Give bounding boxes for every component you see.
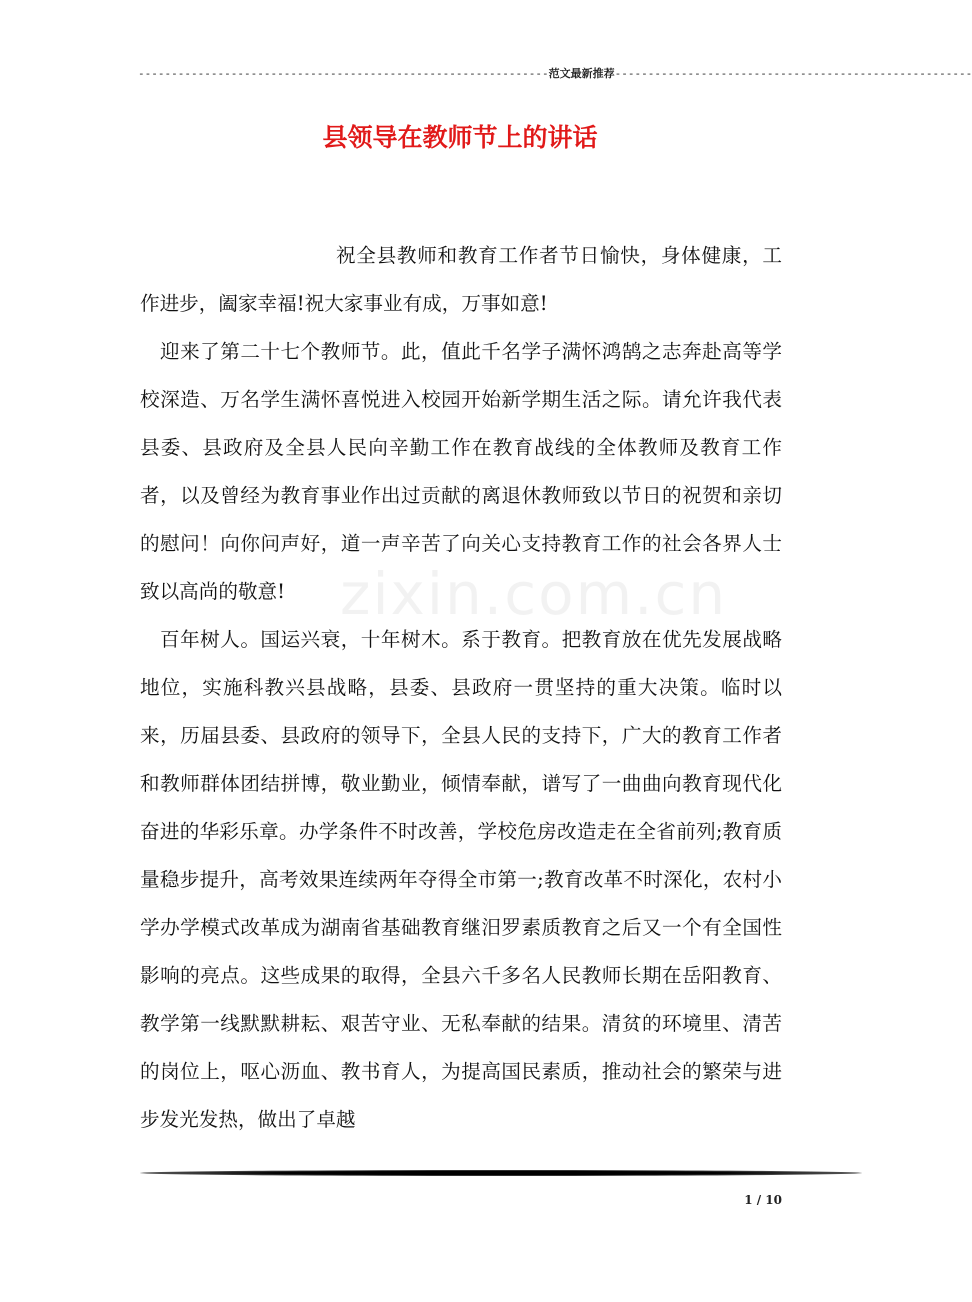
paragraph-greeting: 祝全县教师和教育工作者节日愉快，身体健康，工作进步，阖家幸福!祝大家事业有成，万事如意! <box>140 244 782 315</box>
header-label: 范文最新推荐 <box>548 67 615 80</box>
paragraph-education-achievements: 百年树人。国运兴衰，十年树木。系于教育。把教育放在优先发展战略地位，实施科教兴县战略，县委、县政府一贯坚持的重大决策。临时以来，历届县委、县政府的领导下，全县人民的支持下，广大的教育工作者和教师群体团结拼博，敬业勤业，倾情奉献，谱写了一曲曲向教育现代化奋进的华彩乐章。办学条件不时改善，学校危房改造走在全省前列;教育质量稳步提升，高考效果连续两年夺得全市第一;教育改革不时深化，农村小学办学模式改革成为湖南省基础教育继汨罗素质教育之后又一个有全国性影响的亮点。这些成果的取得，全县六千多名人民教师长期在岳阳教育、教学第一线默默耕耘、艰苦守业、无私奉献的结果。清贫的环境里、清苦的岗位上，呕心沥血、教书育人，为提高国民素质，推动社会的繁荣与进步发光发热，做出了卓越 <box>140 628 782 1131</box>
document-title: 县领导在教师节上的讲话 <box>322 123 598 152</box>
watermark: zixin.com.cn <box>340 560 728 628</box>
footer-divider <box>140 1170 862 1176</box>
paragraph-teachers-day: 迎来了第二十七个教师节。此，值此千名学子满怀鸿鹄之志奔赴高等学校深造、万名学生满怀喜悦进入校园开始新学期生活之际。请允许我代表县委、县政府及全县人民向辛勤工作在教育战线的全体教师及教育工作者，以及曾经为教育事业作出过贡献的离退休教师致以节日的祝贺和亲切的慰问！向你问声好，道一声辛苦了向关心支持教育工作的社会各界人士致以高尚的敬意! <box>140 340 782 603</box>
document-body <box>140 232 782 1144</box>
page-header <box>138 66 972 82</box>
page-number: 1 / 10 <box>744 1193 782 1207</box>
header-right-dashes: ------------------------------------------------------ <box>614 67 972 80</box>
header-left-dashes: -------------------------------------------------------------- <box>138 67 549 80</box>
